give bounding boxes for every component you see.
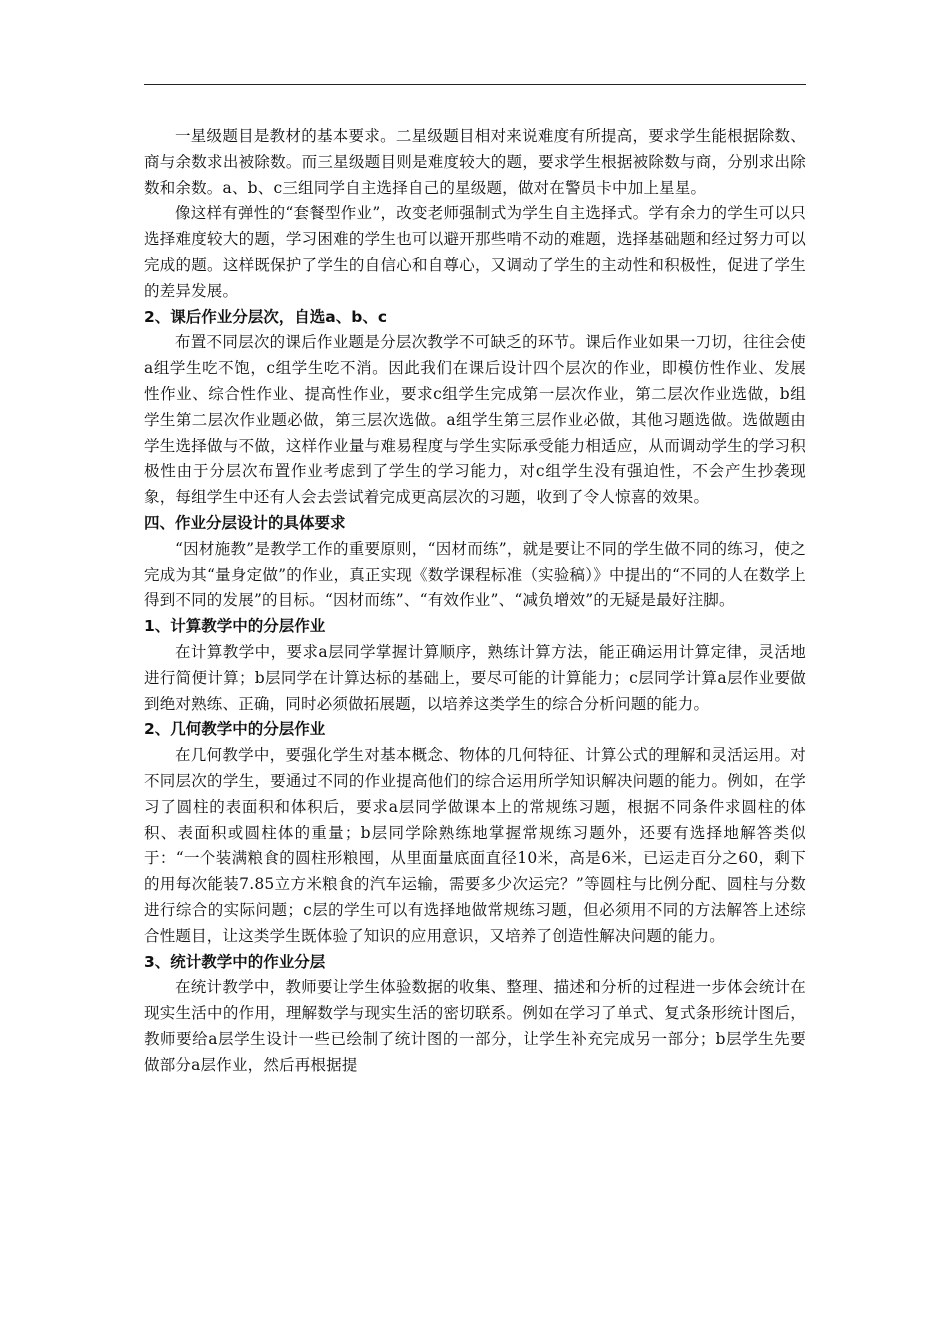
paragraph: 一星级题目是教材的基本要求。二星级题目相对来说难度有所提高，要求学生能根据除数、商与余数求出被除数。而三星级题目则是难度较大的题，要求学生根据被除数与商，分别求出除数和余数。a、b、c三组同学自主选择自己的星级题，做对在警员卡中加上星星。 [144,127,806,197]
paragraph: 在统计教学中，教师要让学生体验数据的收集、整理、描述和分析的过程进一步体会统计在现实生活中的作用，理解数学与现实生活的密切联系。例如在学习了单式、复式条形统计图后，教师要给a层学生设计一些已绘制了统计图的一部分，让学生补充完成另一部分；b层学生先要做部分a层作业，然后再根据提 [144,978,806,1074]
paragraph: 像这样有弹性的“套餐型作业”，改变老师强制式为学生自主选择式。学有余力的学生可以只选择难度较大的题，学习困难的学生也可以避开那些啃不动的难题，选择基础题和经过努力可以完成的题。这样既保护了学生的自信心和自尊心，又调动了学生的主动性和积极性，促进了学生的差异发展。 [144,204,806,300]
paragraph: “因材施教”是教学工作的重要原则，“因材而练”，就是要让不同的学生做不同的练习，使之完成为其“量身定做”的作业，真正实现《数学课程标准（实验稿）》中提出的“不同的人在数学上得到不同的发展”的目标。“因材而练”、“有效作业”、“减负增效”的无疑是最好注脚。 [144,539,806,610]
paragraph: 在几何教学中，要强化学生对基本概念、物体的几何特征、计算公式的理解和灵活运用。对不同层次的学生，要通过不同的作业提高他们的综合运用所学知识解决问题的能力。例如，在学习了圆柱的表面积和体积后，要求a层同学做课本上的常规练习题，根据不同条件求圆柱的体积、表面积或圆柱体的重量；b层同学除熟练地掌握常规练习题外，还要有选择地解答类似于：“一个装满粮食的圆柱形粮囤，从里面量底面直径10米，高是6米，已运走百分之60，剩下的用每次能装7.85立方米粮食的汽车运输，需要多少次运完？”等圆柱与比例分配、圆柱与分数进行综合的实际问题；c层的学生可以有选择地做常规练习题，但必须用不同的方法解答上述综合性题目，让这类学生既体验了知识的应用意识，又培养了创造性解决问题的能力。 [144,746,806,945]
section-heading: 2、课后作业分层次，自选a、b、c [144,307,388,326]
paragraph: 在计算教学中，要求a层同学掌握计算顺序，熟练计算方法，能正确运用计算定律，灵活地进行简便计算；b层同学在计算达标的基础上，要尽可能的计算能力；c层同学计算a层作业要做到绝对熟练、正确，同时必须做拓展题，以培养这类学生的综合分析问题的能力。 [144,642,806,713]
section-heading: 1、计算教学中的分层作业 [144,617,326,636]
header-rule [144,84,806,85]
section-heading: 四、作业分层设计的具体要求 [144,513,346,532]
paragraph: 布置不同层次的课后作业题是分层次教学不可缺乏的环节。课后作业如果一刀切，往往会使a组学生吃不饱，c组学生吃不消。因此我们在课后设计四个层次的作业，即模仿性作业、发展性作业、综合性作业、提高性作业，要求c组学生完成第一层次作业，第二层次作业选做，b组学生第二层次作业题必做，第三层次选做。a组学生第三层作业必做，其他习题选做。选做题由学生选择做与不做，这样作业量与难易程度与学生实际承受能力相适应，从而调动学生的学习积极性由于分层次布置作业考虑到了学生的学习能力，对c组学生没有强迫性，不会产生抄袭现象，每组学生中还有人会去尝试着完成更高层次的习题，收到了令人惊喜的效果。 [144,333,806,507]
document-body [144,124,806,1078]
section-heading: 3、统计教学中的作业分层 [144,952,326,971]
section-heading: 2、几何教学中的分层作业 [144,720,326,739]
